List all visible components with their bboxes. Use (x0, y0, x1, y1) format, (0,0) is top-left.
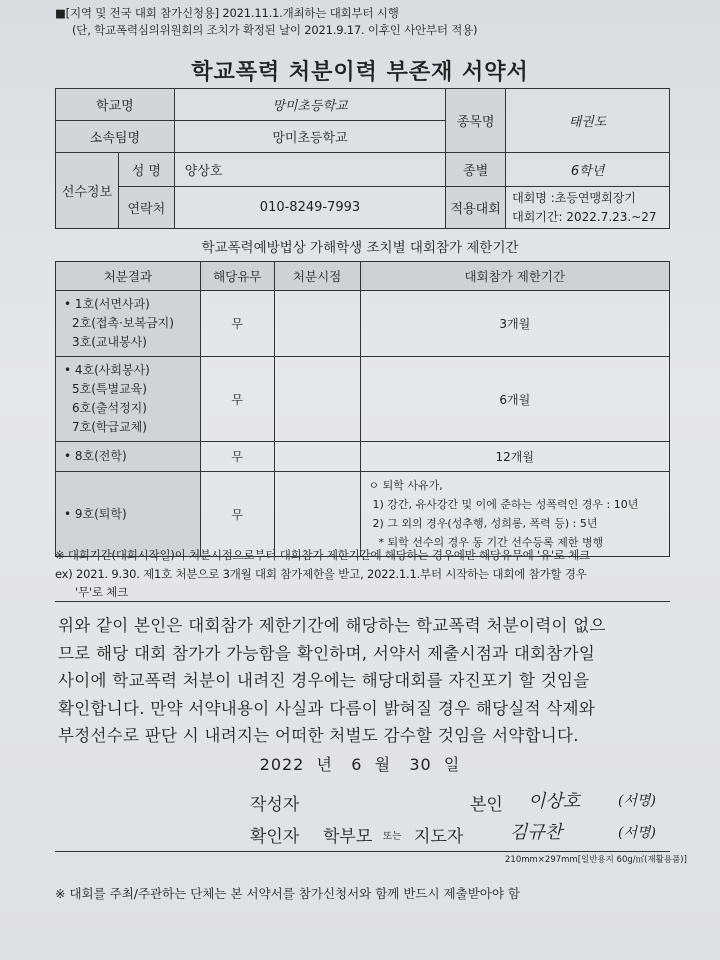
restriction-line: ㅇ 퇴학 사유가, (368, 479, 443, 492)
contact-label: 연락처 (118, 187, 174, 229)
measure-item: 3호(교내봉사) (72, 335, 147, 349)
applicable-value: 무 (200, 472, 274, 557)
date-year-unit: 년 (316, 755, 333, 774)
coach-stamp: (서명) (618, 825, 656, 841)
date-month-unit: 월 (374, 755, 392, 774)
competition-period: 대회기간: 2022.7.23.~27 (512, 209, 657, 224)
school-value: 망미초등학교 (174, 89, 445, 121)
measure-items (56, 442, 201, 472)
self-label: 본인 (470, 795, 503, 815)
pledge-line: 사이에 학교폭력 처분이 내려진 경우에는 해당대회를 자진포기 할 것임을 (58, 671, 590, 690)
restriction-subtitle: 학교폭력예방법상 가해학생 조치별 대회참가 제한기간 (201, 240, 519, 256)
applicable-value: 무 (200, 442, 274, 472)
measure-item: • 8호(전학) (64, 449, 127, 463)
measure-item: 6호(출석정지) (72, 401, 147, 415)
athlete-info-label: 선수정보 (56, 153, 119, 229)
pledge-paragraph (58, 612, 688, 750)
school-label: 학교명 (56, 89, 175, 121)
measure-item: 7호(학급교체) (72, 420, 147, 434)
measure-items (56, 357, 201, 442)
note-2: ex) 2021. 9.30. 제1호 처분으로 3개월 대회 참가제한을 받고, 2022.1.1.부터 시작하는 대회에 참가할 경우 (55, 567, 587, 581)
note-3: '무'로 체크 (75, 585, 129, 599)
self-stamp: (서명) (618, 793, 656, 809)
note-1: ※ 대회기간(대회시작일)이 처분시점으로부터 대회참가 제한기간에 해당하는 경우에만 해당유무에 '유'로 체크 (55, 548, 591, 562)
footer-note: ※ 대회를 주최/주관하는 단체는 본 서약서를 참가신청서와 함께 반드시 제출받아야 함 (55, 886, 520, 901)
applicable-value: 무 (200, 357, 274, 442)
col-header-applicable: 해당유무 (200, 262, 274, 291)
or-label: 또는 (383, 831, 402, 842)
paper-spec: 210mm×297mm[일반용지 60g/㎡(재활용품)] (505, 855, 687, 865)
document-title: 학교폭력 처분이력 부존재 서약서 (191, 60, 529, 85)
bottom-divider (55, 851, 670, 852)
team-label: 소속팀명 (56, 121, 175, 153)
pledge-line: 확인합니다. 만약 서약내용이 사실과 다름이 밝혀질 경우 해당실적 삭제와 (58, 698, 596, 718)
athlete-info-table (55, 88, 670, 229)
decision-date (274, 472, 360, 557)
measure-item: • 1호(서면사과) (64, 297, 150, 311)
self-signature: 이상호 (528, 791, 581, 812)
signing-date (0, 752, 720, 775)
divider (55, 601, 670, 602)
author-label: 작성자 (250, 795, 300, 815)
name-value: 양상호 (174, 153, 445, 187)
name-label: 성 명 (118, 153, 174, 187)
decision-date (274, 442, 360, 472)
pledge-line: 부정선수로 판단 시 내려지는 어떠한 처벌도 감수할 것임을 서약합니다. (58, 726, 579, 745)
measure-item: • 4호(사회봉사) (64, 363, 150, 377)
date-day-unit: 일 (443, 755, 461, 774)
table-row (56, 472, 670, 557)
applicable-value: 무 (200, 291, 274, 357)
measure-item: 2호(접촉·보복금지) (72, 316, 174, 330)
coach-signature: 김규찬 (510, 822, 563, 843)
restriction-period: 6개월 (360, 357, 669, 442)
competition-label: 적용대회 (446, 187, 506, 229)
coach-label: 지도자 (414, 827, 464, 847)
date-day: 30 (409, 755, 432, 774)
category-label: 종별 (446, 153, 506, 187)
date-year: 2022 (259, 755, 305, 774)
table-row (56, 357, 670, 442)
restriction-period: 12개월 (360, 442, 669, 472)
parent-label: 학부모 (323, 827, 373, 847)
pledge-line: 위와 같이 본인은 대회참가 제한기간에 해당하는 학교폭력 처분이력이 없으 (58, 616, 606, 635)
competition-info (506, 187, 670, 229)
restriction-line: 2) 그 외의 경우(성추행, 성희롱, 폭력 등) : 5년 (372, 517, 598, 530)
decision-date (274, 291, 360, 357)
restriction-line: 1) 강간, 유사강간 및 이에 준하는 성폭력인 경우 : 10년 (372, 498, 639, 511)
event-label: 종목명 (446, 89, 506, 153)
measure-item: 5호(특별교육) (72, 382, 147, 396)
restriction-period: 3개월 (360, 291, 669, 357)
table-row (56, 442, 670, 472)
measure-items (56, 472, 201, 557)
header-line-2: (단, 학교폭력심의위원회의 조치가 확정된 날이 2021.9.17. 이후인 사안부터 적용) (72, 23, 478, 37)
col-header-restriction: 대회참가 제한기간 (360, 262, 669, 291)
col-header-result: 처분결과 (56, 262, 201, 291)
restriction-table (55, 261, 670, 557)
pledge-line: 므로 해당 대회 참가가 가능함을 확인하며, 서약서 제출시점과 대회참가일 (58, 643, 596, 663)
decision-date (274, 357, 360, 442)
table-row (56, 291, 670, 357)
date-month: 6 (351, 755, 363, 774)
category-value: 6학년 (506, 153, 670, 187)
restriction-line: * 퇴학 선수의 경우 동 기간 선수등록 제한 병행 (378, 536, 604, 549)
measure-item: • 9호(퇴학) (64, 506, 127, 521)
measure-items (56, 291, 201, 357)
contact-value: 010-8249-7993 (174, 187, 445, 229)
competition-name: 대회명 :초등연맹회장기 (512, 190, 636, 205)
event-value: 태권도 (506, 89, 670, 153)
col-header-date: 처분시점 (274, 262, 360, 291)
header-line-1: ■[지역 및 전국 대회 참가신청용] 2021.11.1.개최하는 대회부터 시행 (55, 6, 399, 20)
team-value: 망미초등학교 (174, 121, 445, 153)
expulsion-restriction (360, 472, 669, 557)
confirmer-label: 확인자 (250, 827, 300, 847)
